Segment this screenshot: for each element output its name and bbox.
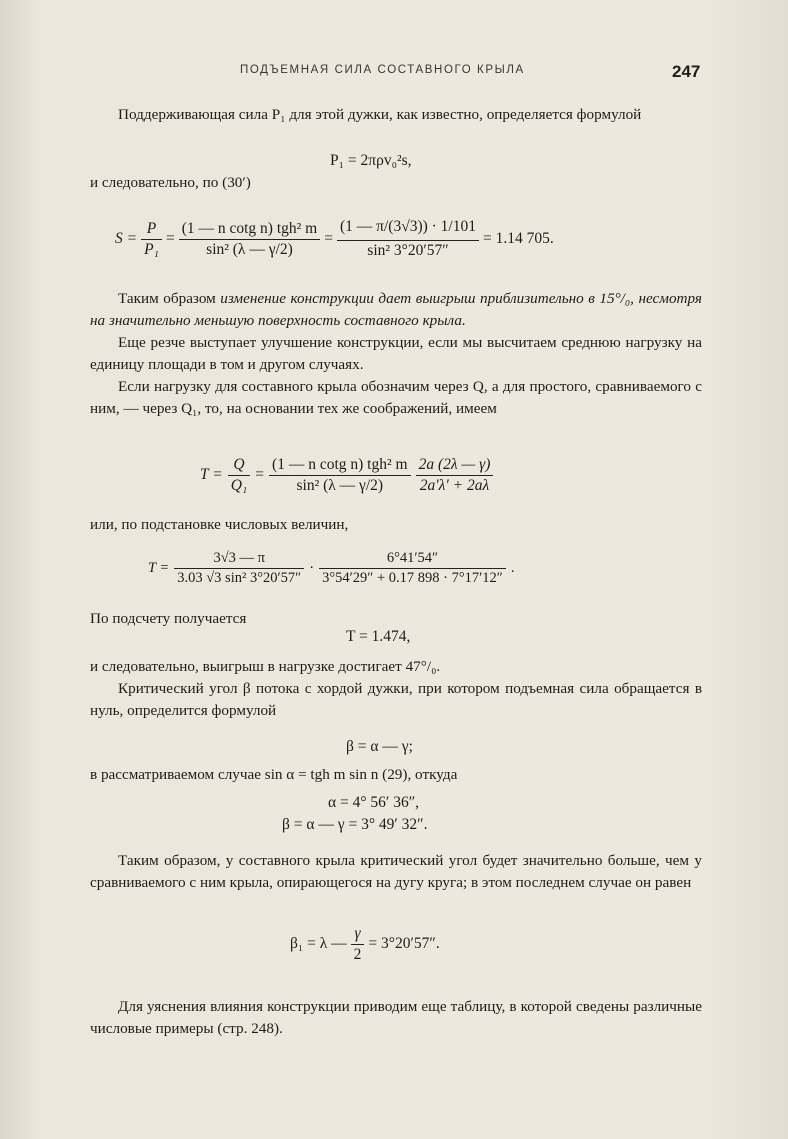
paragraph-11: Таким образом, у составного крыла критический угол будет значительно больше, чем у сравниваемого с ним крыла, опирающегося на дугу круга; в этом последнем случае он равен	[90, 852, 702, 891]
paragraph-7: По подсчету получается	[90, 610, 247, 627]
eq-s-result: = 1.14 705.	[483, 230, 554, 247]
paragraph-4: Еще резче выступает улучшение конструкции, если мы высчитаем среднюю нагрузку на единицу площади в том и другом случаях.	[90, 334, 702, 373]
paragraph-9: Критический угол β потока с хордой дужки, при котором подъемная сила обращается в нуль, определится формулой	[90, 680, 702, 719]
eq-t2-frac2: $\frac{6^\circ 41'54''}{3^\circ 54'29'' + 0.17 898 \cdot 7^\circ 17'12''}$	[319, 550, 506, 587]
eq-beta1-frac: $\frac{\gamma}{2}$	[351, 925, 365, 964]
equation-p1: P₁ = 2πρv₀²s,	[330, 152, 412, 169]
paragraph-3: Таким образом изменение конструкции дает выигрыш приблизительно в 15°/₀, несмотря на значительно меньшую поверхность составного крыла.	[90, 290, 702, 329]
equation-alpha: α = 4° 56′ 36″,	[328, 794, 420, 811]
equation-beta: β = α — γ;	[346, 738, 413, 755]
paragraph-5: Если нагрузку для составного крыла обозначим через Q, а для простого, сравниваемого с ним, — через Q₁, то, на основании тех же соображений, имеем	[90, 378, 702, 417]
equation-t-result: T = 1.474,	[346, 628, 411, 645]
equation-t: T = $\frac{Q}{\text{Q₁}}$ = $\frac{\text{(1 — n cotg n) tgh² m}}{\text{sin² (λ — γ/2)}}$ $\frac{2a (2\lambda — \gamma)}{2a'\lambda' + 2a\lambda}$	[200, 440, 493, 510]
equation-s: S = $\frac{P}{\text{P₁}}$ = $\frac{\text{(1 — n cotg n) tgh² m}}{\text{sin² (λ — γ/2)}}$ = $\frac{(1 — \pi/(3√3)) \cdot 1/101}{\text{sin² 3°20′57″}}$ = 1.14 705.	[115, 218, 554, 259]
equation-beta-value: β = α — γ = 3° 49′ 32″.	[282, 816, 428, 833]
running-header: ПОДЪЕМНАЯ СИЛА СОСТАВНОГО КРЫЛА	[240, 64, 525, 76]
eq-t-frac2: $\frac{\text{(1 — n cotg n) tgh² m}}{\text{sin² (λ — γ/2)}}$	[269, 456, 411, 495]
eq-t-frac1: $\frac{Q}{\text{Q₁}}$	[228, 456, 251, 495]
eq-s-lhs: S =	[115, 230, 138, 247]
paragraph-6: или, по подстановке числовых величин,	[90, 516, 349, 533]
eq-t2-frac1: $\frac{3√3 — \pi}{\text{3.03 √3 sin² 3°20′57″}}$	[174, 550, 304, 587]
paragraph-1: Поддерживающая сила P₁ для этой дужки, как известно, определяется формулой	[118, 106, 642, 123]
paragraph-12: Для уяснения влияния конструкции приводим еще таблицу, в которой сведены различные числовые примеры (стр. 248).	[90, 998, 702, 1037]
paragraph-2: и следовательно, по (30′)	[90, 174, 251, 191]
paragraph-10: в рассматриваемом случае sin α = tgh m sin n (29), откуда	[90, 766, 458, 783]
page-number: 247	[672, 62, 701, 81]
eq-s-frac1: $\frac{P}{\text{P₁}}$	[141, 220, 162, 259]
paragraph-8: и следовательно, выигрыш в нагрузке достигает 47°/₀.	[90, 658, 441, 675]
equation-t-numeric: T = $\frac{3√3 — \pi}{\text{3.03 √3 sin² 3°20′57″}}$ · $\frac{6^\circ 41'54''}{3^\circ 54'29'' + 0.17 898 \cdot 7^\circ 17'12''}$ .	[148, 549, 515, 586]
eq-s-frac2: $\frac{\text{(1 — n cotg n) tgh² m}}{\text{sin² (λ — γ/2)}}$	[179, 220, 321, 259]
eq-t-frac3: $\frac{2a (2\lambda — \gamma)}{2a'\lambda' + 2a\lambda}$	[416, 456, 494, 495]
equation-beta1: β₁ = λ — $\frac{\gamma}{2}$ = 3°20′57″.	[290, 924, 440, 963]
eq-s-frac3: $\frac{(1 — \pi/(3√3)) \cdot 1/101}{\text{sin² 3°20′57″}}$	[337, 218, 479, 260]
